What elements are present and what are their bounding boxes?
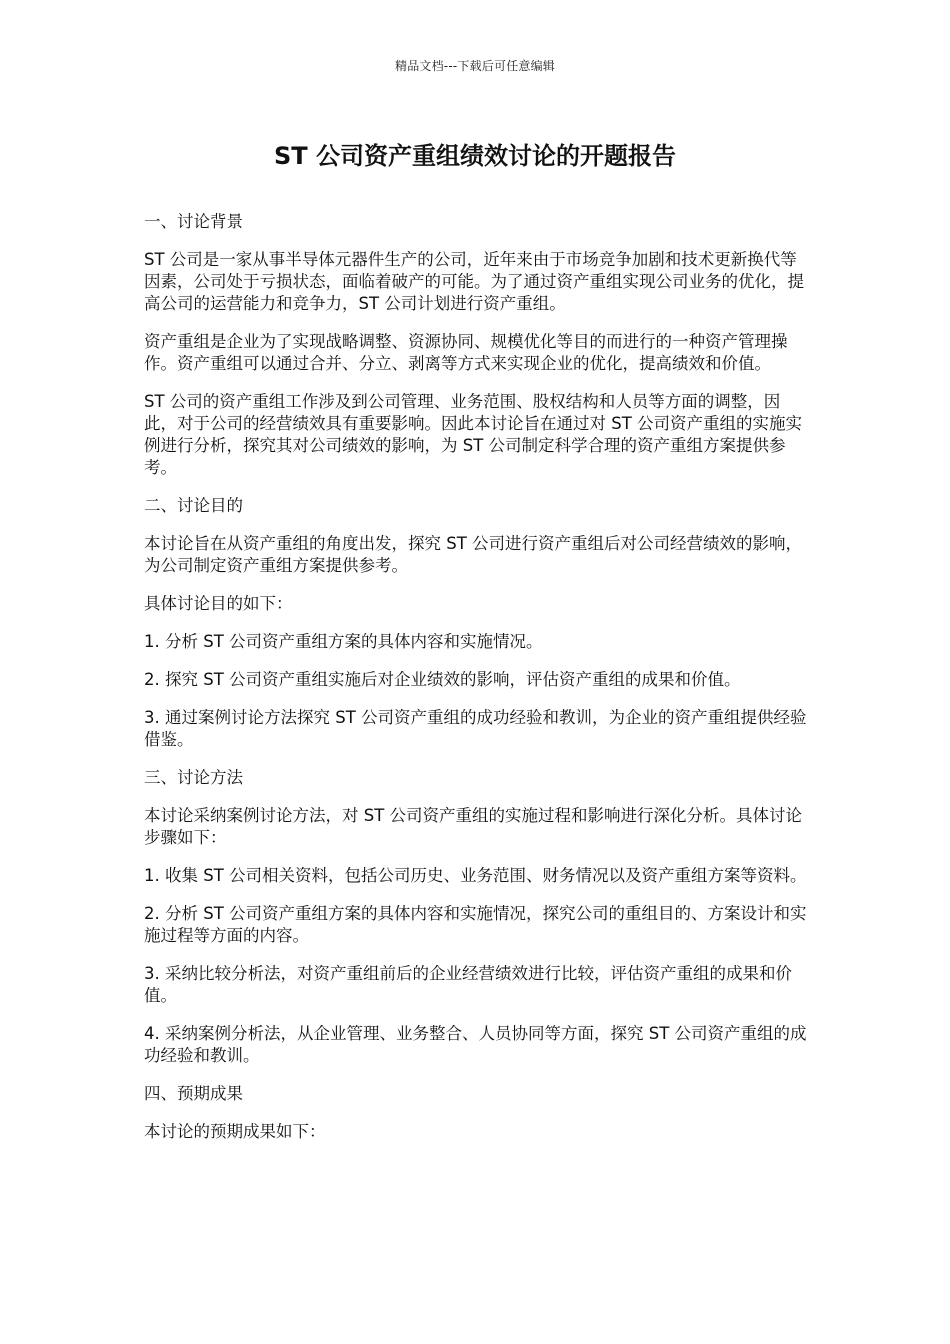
method-step-1: 1. 收集 ST 公司相关资料，包括公司历史、业务范围、财务情况以及资产重组方案等资料。 [144,866,807,885]
purpose-item-1: 1. 分析 ST 公司资产重组方案的具体内容和实施情况。 [144,632,543,651]
document-title: ST 公司资产重组绩效讨论的开题报告 [273,142,676,170]
paragraph-method-intro: 本讨论采纳案例讨论方法，对 ST 公司资产重组的实施过程和影响进行深化分析。具体讨论步骤如下： [144,806,803,847]
section-heading-background: 一、讨论背景 [144,212,243,231]
header-note: 精品文档---下载后可任意编辑 [395,59,555,73]
paragraph-background-3: ST 公司的资产重组工作涉及到公司管理、业务范围、股权结构和人员等方面的调整，因此，对于公司的经营绩效具有重要影响。因此本讨论旨在通过对 ST 公司资产重组的实施实例进行分析，探究其对公司绩效的影响，为 ST 公司制定科学合理的资产重组方案提供参考。 [144,392,803,477]
section-heading-method: 三、讨论方法 [144,768,243,787]
paragraph-background-2: 资产重组是企业为了实现战略调整、资源协同、规模优化等目的而进行的一种资产管理操作。资产重组可以通过合并、分立、剥离等方式来实现企业的优化，提高绩效和价值。 [144,332,788,373]
purpose-item-2: 2. 探究 ST 公司资产重组实施后对企业绩效的影响，评估资产重组的成果和价值。 [144,670,741,689]
document-body [144,211,808,1159]
paragraph-background-1: ST 公司是一家从事半导体元器件生产的公司，近年来由于市场竞争加剧和技术更新换代等因素，公司处于亏损状态，面临着破产的可能。为了通过资产重组实现公司业务的优化，提高公司的运营能力和竞争力，ST 公司计划进行资产重组。 [144,250,804,313]
purpose-item-3: 3. 通过案例讨论方法探究 ST 公司资产重组的成功经验和教训，为企业的资产重组提供经验借鉴。 [144,708,807,749]
method-step-3: 3. 采纳比较分析法，对资产重组前后的企业经营绩效进行比较，评估资产重组的成果和价值。 [144,964,792,1005]
section-heading-purpose: 二、讨论目的 [144,496,243,515]
method-step-2: 2. 分析 ST 公司资产重组方案的具体内容和实施情况，探究公司的重组目的、方案设计和实施过程等方面的内容。 [144,904,807,945]
paragraph-purpose-1: 本讨论旨在从资产重组的角度出发，探究 ST 公司进行资产重组后对公司经营绩效的影响，为公司制定资产重组方案提供参考。 [144,534,803,575]
paragraph-outcomes-intro: 本讨论的预期成果如下： [144,1122,326,1141]
paragraph-purpose-intro: 具体讨论目的如下： [144,594,293,613]
section-heading-outcomes: 四、预期成果 [144,1084,243,1103]
method-step-4: 4. 采纳案例分析法，从企业管理、业务整合、人员协同等方面，探究 ST 公司资产重组的成功经验和教训。 [144,1024,807,1065]
